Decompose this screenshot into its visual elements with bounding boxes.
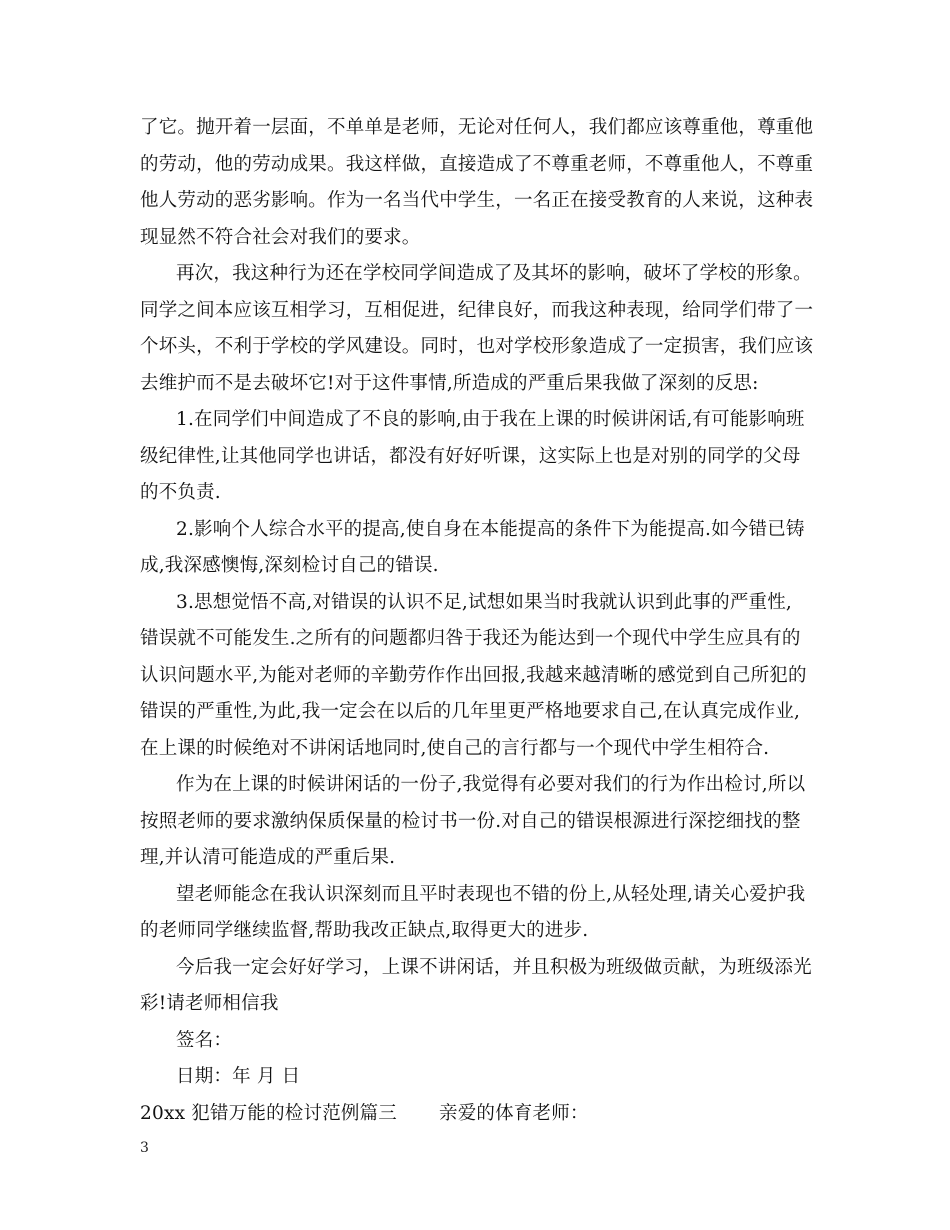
text-line: 认识问题水平,为能对老师的辛勤劳作作出回报,我越来越清晰的感觉到自己所犯的 <box>140 664 807 686</box>
list-item-3-line: 3.思想觉悟不高,对错误的认识不足,试想如果当时我就认识到此事的严重性, <box>176 591 792 613</box>
salutation: 亲爱的体育老师： <box>439 1102 589 1124</box>
date-line: 日期：年 月 日 <box>176 1066 301 1087</box>
text-line: 成,我深感懊悔,深刻检讨自己的错误. <box>140 555 439 576</box>
text-line: 的不负责. <box>140 482 221 503</box>
text-line: 级纪律性,让其他同学也讲话，都没有好好听课，这实际上也是对别的同学的父母 <box>140 445 801 467</box>
paragraph-start-line: 今后我一定会好好学习，上课不讲闲话，并且积极为班级做贡献，为班级添光 <box>176 956 812 978</box>
text-line: 同学之间本应该互相学习，互相促进，纪律良好，而我这种表现，给同学们带了一 <box>140 299 814 321</box>
page-number: 3 <box>140 1140 149 1156</box>
text-line: 错误就不可能发生.之所有的问题都归咎于我还为能达到一个现代中学生应具有的 <box>140 628 801 649</box>
list-item-2-line: 2.影响个人综合水平的提高,使自身在本能提高的条件下为能提高.如今错已铸 <box>176 518 805 540</box>
section-heading-line <box>140 1096 816 1133</box>
text-line: 错误的严重性,为此,我一定会在以后的几年里更严格地要求自己,在认真完成作业, <box>140 701 801 722</box>
text-line: 个坏头，不利于学校的学风建设。同时，也对学校形象造成了一定损害，我们应该 <box>140 336 814 357</box>
text-line: 他人劳动的恶劣影响。作为一名当代中学生，一名正在接受教育的人来说，这种表 <box>140 190 814 211</box>
text-line: 去维护而不是去破坏它!对于这件事情,所造成的严重后果我做了深刻的反思: <box>140 372 759 394</box>
text-line: 在上课的时候绝对不讲闲话地同时,使自己的言行都与一个现代中学生相符合. <box>140 737 770 759</box>
text-line: 理,并认清可能造成的严重后果. <box>140 847 396 868</box>
text-line: 按照老师的要求激纳保质保量的检讨书一份.对自己的错误根源进行深挖细找的整 <box>140 810 801 832</box>
text-line: 了它。抛开着一层面，不单单是老师，无论对任何人，我们都应该尊重他，尊重他 <box>140 117 814 138</box>
paragraph-start-line: 作为在上课的时候讲闲话的一份子,我觉得有必要对我们的行为作出检讨,所以 <box>176 774 806 795</box>
text-line: 现显然不符合社会对我们的要求。 <box>140 226 421 248</box>
paragraph-start-line: 再次，我这种行为还在学校同学间造成了及其坏的影响，破坏了学校的形象。 <box>176 263 812 284</box>
signature-line: 签名： <box>176 1029 233 1051</box>
list-item-1-line: 1.在同学们中间造成了不良的影响,由于我在上课的时候讲闲话,有可能影响班 <box>176 409 805 430</box>
section-title: 20xx 犯错万能的检讨范例篇三 <box>140 1102 397 1124</box>
text-line: 的老师同学继续监督,帮助我改正缺点,取得更大的进步. <box>140 920 589 941</box>
paragraph-start-line: 望老师能念在我认识深刻而且平时表现也不错的份上,从轻处理,请关心爱护我 <box>176 883 806 905</box>
text-line: 的劳动，他的劳动成果。我这样做，直接造成了不尊重老师，不尊重他人，不尊重 <box>140 153 814 175</box>
document-body <box>140 110 816 1132</box>
text-line: 彩!请老师相信我 <box>140 993 279 1014</box>
